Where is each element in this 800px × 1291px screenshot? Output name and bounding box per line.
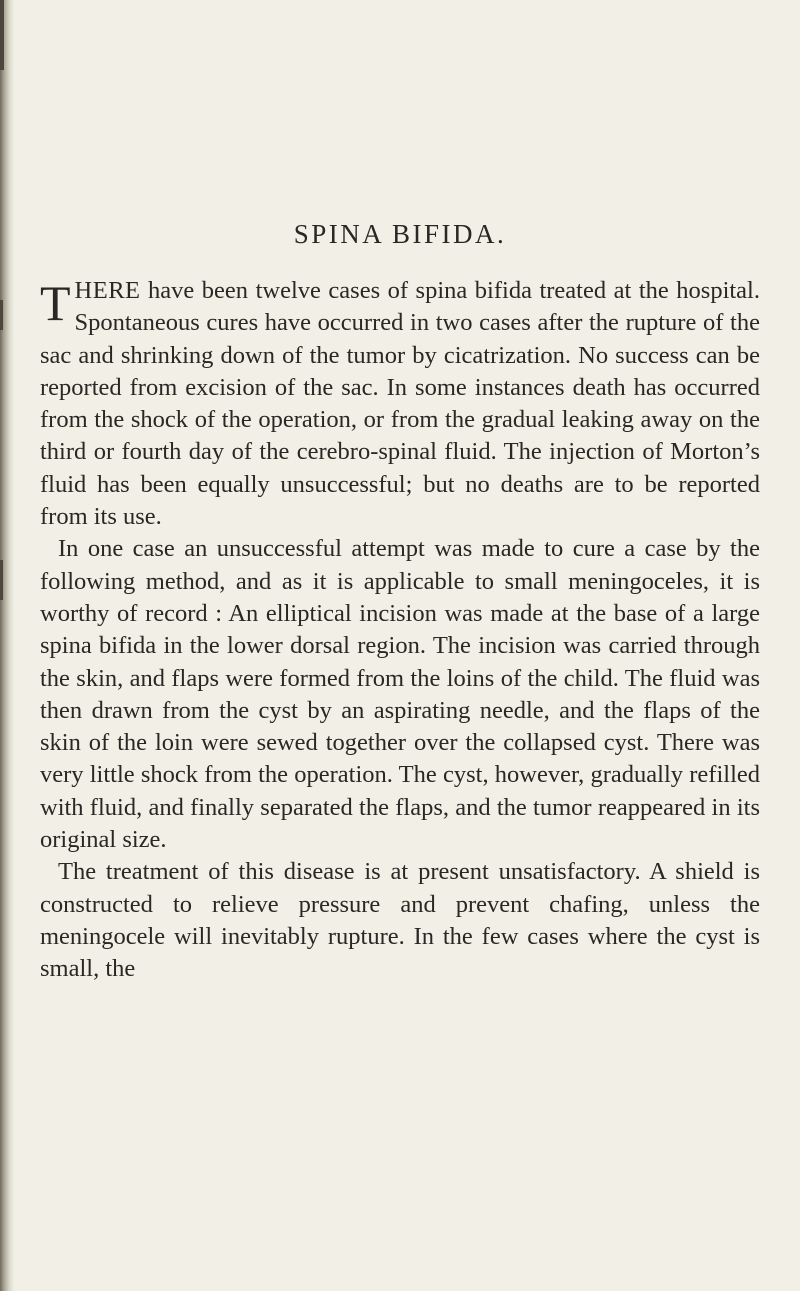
book-page bbox=[40, 0, 760, 1291]
binding-mark bbox=[0, 560, 3, 600]
binding-mark bbox=[0, 300, 3, 330]
binding-mark bbox=[0, 0, 4, 70]
drop-cap: T bbox=[40, 275, 71, 331]
paragraph-2: In one case an unsuccessful attempt was made to cure a case by the following method, and as it is applicable to small meningoceles, it is worthy of record : An elliptical incision was made at the base of a large spina bifida in the lower dorsal region. The incision was carried through the skin, and flaps were formed from the loins of the child. The fluid was then drawn from the cyst by an aspirating needle, and the flaps of the skin of the loin were sewed together over the collapsed cyst. There was very little shock from the operation. The cyst, however, gradually refilled with fluid, and finally separated the flaps, and the tumor reappeared in its original size. bbox=[40, 535, 760, 854]
page-binding-edge bbox=[0, 0, 14, 1291]
paragraph-3: The treatment of this disease is at present unsatisfactory. A shield is constructed to relieve pressure and prevent chafing, unless the meningocele will inevitably rupture. In the few cases where the cyst is small, the bbox=[40, 858, 760, 983]
body-text bbox=[40, 275, 760, 986]
paragraph-1-text: have been twelve cases of spina bifida treated at the hospital. Spontaneous cures have occurred in two cases after the rupture of the sac and shrinking down of the tumor by cicatrization. No success can be reported from excision of the sac. In some instances death has occurred from the shock of the operation, or from the gradual leaking away on the third or fourth day of the cerebro-spinal fluid. The injection of Morton’s fluid has been equally unsuccessful; but no deaths are to be reported from its use. bbox=[40, 277, 760, 531]
lead-word: HERE bbox=[74, 277, 141, 304]
paragraph-1 bbox=[40, 275, 760, 533]
chapter-heading: SPINA BIFIDA. bbox=[293, 219, 507, 249]
